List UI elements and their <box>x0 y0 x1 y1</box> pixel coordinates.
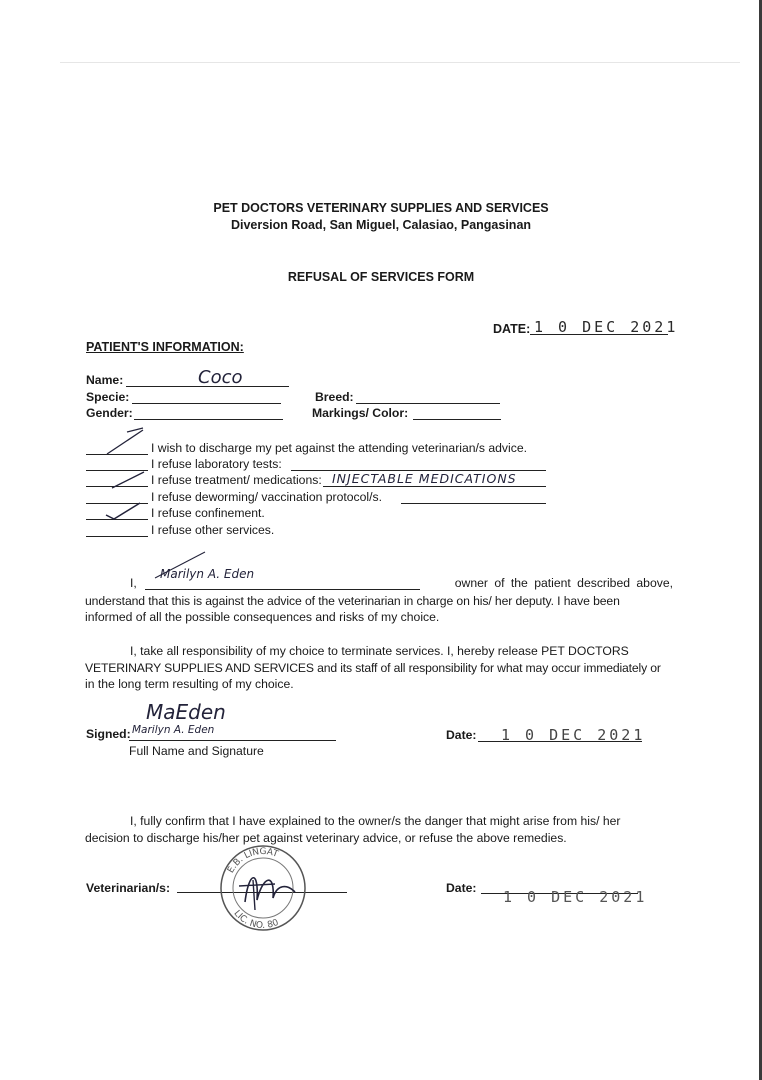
owner-line3: informed of all the possible consequences and risks of my choice. <box>85 610 440 624</box>
signed-date-label: Date: <box>446 728 477 742</box>
patient-section-label: PATIENT'S INFORMATION: <box>86 340 244 354</box>
svg-text:E.B. LINGAT <box>226 847 280 875</box>
deworming-answer-line <box>401 503 546 504</box>
confirm-line2: decision to discharge his/her pet against veterinary advice, or refuse the above remedies. <box>85 831 567 845</box>
company-name: PET DOCTORS VETERINARY SUPPLIES AND SERVICES <box>213 201 549 215</box>
owner-name-line <box>145 589 420 590</box>
svg-text:LIC. NO. 80 <box>232 909 281 931</box>
stamp-top-text: E.B. LINGAT <box>226 847 280 875</box>
date-value: 1 0 DEC 2021 <box>534 318 679 336</box>
treatment-answer: INJECTABLE MEDICATIONS <box>332 471 517 486</box>
vet-date-value: 1 0 DEC 2021 <box>503 888 648 906</box>
vet-stamp-seal <box>215 840 311 936</box>
owner-prefix: I, <box>130 576 137 590</box>
owner-signature: MaEden <box>146 700 226 724</box>
vet-date-label: Date: <box>446 881 477 895</box>
date-label: DATE: <box>493 322 531 336</box>
specie-label: Specie: <box>86 390 130 404</box>
signed-date-value: 1 0 DEC 2021 <box>501 726 646 744</box>
signed-label: Signed: <box>86 727 131 741</box>
markings-line <box>413 419 501 420</box>
signed-printed-name: Marilyn A. Eden <box>132 724 215 736</box>
name-label: Name: <box>86 373 124 387</box>
check-mark <box>110 470 148 490</box>
name-value: Coco <box>198 367 243 388</box>
owner-name-value: Marilyn A. Eden <box>160 567 255 581</box>
owner-line2: understand that this is against the advice of the veterinarian in charge on his/ her deputy. I have been <box>85 594 620 608</box>
responsibility-line2: VETERINARY SUPPLIES AND SERVICES and its staff of all responsibility for what may occur immediately or <box>85 661 661 675</box>
check-mark <box>104 501 144 521</box>
signed-caption: Full Name and Signature <box>129 744 264 758</box>
signed-line <box>129 740 336 741</box>
option-text: I refuse deworming/ vaccination protocol/s. <box>151 490 382 504</box>
owner-line1-suffix: owner of the patient described above, <box>454 576 673 590</box>
breed-label: Breed: <box>315 390 354 404</box>
confirm-line1: I, fully confirm that I have explained to the owner/s the danger that might arise from his/ her <box>130 814 621 828</box>
stamp-bottom-text: LIC. NO. 80 <box>231 908 281 932</box>
form-title: REFUSAL OF SERVICES FORM <box>287 270 475 284</box>
markings-label: Markings/ Color: <box>312 406 409 420</box>
check-mark <box>105 426 147 456</box>
scan-top-edge <box>60 62 740 63</box>
option-text: I refuse laboratory tests: <box>151 457 282 471</box>
specie-line <box>132 403 281 404</box>
treatment-answer-line <box>323 486 546 487</box>
responsibility-line3: in the long term resulting of my choice. <box>85 677 294 691</box>
vet-label: Veterinarian/s: <box>86 881 170 895</box>
option-text: I wish to discharge my pet against the attending veterinarian/s advice. <box>151 441 527 455</box>
breed-line <box>356 403 500 404</box>
company-address: Diversion Road, San Miguel, Calasiao, Pangasinan <box>230 218 532 232</box>
option-blank[interactable] <box>86 536 148 537</box>
option-text: I refuse treatment/ medications: <box>151 473 322 487</box>
gender-line <box>134 419 283 420</box>
responsibility-line1: I, take all responsibility of my choice to terminate services. I, hereby release PET DOCTORS <box>130 644 629 658</box>
option-text: I refuse confinement. <box>151 506 265 520</box>
gender-label: Gender: <box>86 406 133 420</box>
option-text: I refuse other services. <box>151 523 275 537</box>
